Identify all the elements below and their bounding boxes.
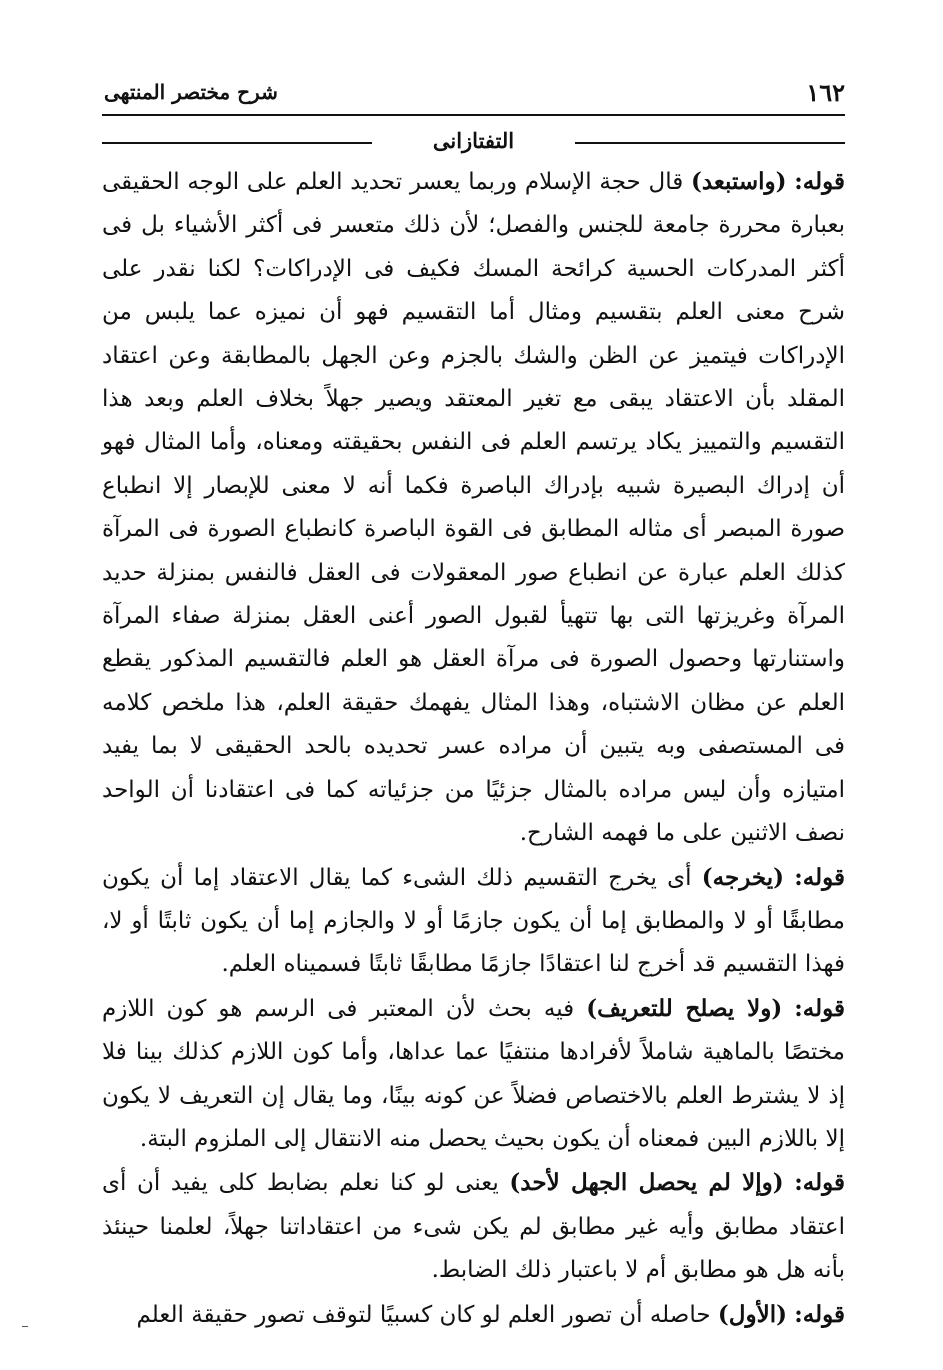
section-heading: [102, 126, 845, 156]
body-text: [102, 160, 845, 1337]
qawluhu-label: قوله:: [794, 1169, 845, 1197]
paragraph-4: [102, 1161, 845, 1292]
paragraph-text: قال حجة الإسلام وربما يعسر تحديد العلم على الوجه الحقيقى بعبارة محررة جامعة للجنس والفصل؛ لأن ذلك متعسر فى أكثر الأشياء بل فى أكثر المدركات الحسية كرائحة المسك فكيف فى الإدراكات؟ لكنا نقدر على شرح معنى العلم بتقسيم ومثال أما التقسيم فهو أن نميزه عما يلبس من الإدراكات فيتميز عن الظن والشك بالجزم وعن الجهل بالمطابقة وعن اعتقاد المقلد بأن الاعتقاد يبقى مع تغير المعتقد ويصير جهلاً بخلاف العلم وبعد هذا التقسيم والتمييز يكاد يرتسم العلم فى النفس بحقيقته ومعناه، وأما المثال فهو أن إدراك البصيرة شبيه بإدراك الباصرة فكما أنه لا معنى للإبصار إلا انطباع صورة المبصر أى مثاله المطابق فى القوة الباصرة كانطباع الصورة فى المرآة كذلك العلم عبارة عن انطباع صور المعقولات فى العقل فالنفس بمنزلة حديد المرآة وغريزتها التى بها تتهيأ لقبول الصور أعنى العقل بمنزلة صفاء المرآة واستنارتها وحصول الصورة فى مرآة العقل هو العلم فالتقسيم المذكور يقطع العلم عن مظان الاشتباه، وهذا المثال يفهمك حقيقة العلم، هذا ملخص كلامه فى المستصفى وبه يتبين أن مراده عسر تحديده بالحد الحقيقى لا بما يفيد امتيازه وأن ليس مراده بالمثال جزئيًا من جزئياته كما فى اعتقادنا أن الواحد نصف الاثنين على ما فهمه الشارح.: [102, 169, 845, 847]
commented-term: (الأول): [717, 1300, 787, 1328]
scan-mark: [22, 1326, 28, 1327]
qawluhu-label: قوله:: [794, 168, 846, 195]
commented-term: (واستبعد): [690, 168, 787, 195]
section-title: التفتازانى: [432, 128, 515, 153]
commented-term: (يخرجه): [701, 863, 785, 891]
paragraph-text: يعنى لو كنا نعلم بضابط كلى يفيد أن أى اعتقاد مطابق وأيه غير مطابق لم يكن شىء من اعتقاداتنا جهلاً، لعلمنا حينئذ بأنه هل هو مطابق أم لا باعتبار ذلك الضابط.: [102, 1170, 845, 1284]
paragraph-5: [102, 1293, 845, 1337]
section-rule-left: [102, 142, 372, 144]
running-head: [104, 78, 845, 112]
paragraph-text: أى يخرج التقسيم ذلك الشىء كما يقال الاعتقاد إما أن يكون مطابقًا أو لا والمطابق إما أن يكون جازمًا أو لا والجازم إما أن يكون ثابتًا أو لا، فهذا التقسيم قد أخرج لنا اعتقادًا جازمًا مطابقًا ثابتًا فسميناه العلم.: [102, 864, 845, 978]
qawluhu-label: قوله:: [794, 863, 845, 891]
book-title: شرح مختصر المنتهى: [104, 80, 278, 104]
qawluhu-label: قوله:: [794, 1300, 845, 1328]
paragraph-text: حاصله أن تصور العلم لو كان كسبيًا لتوقف تصور حقيقة العلم: [136, 1301, 711, 1328]
paragraph-1: [102, 160, 845, 856]
commented-term: (ولا يصلح للتعريف): [586, 994, 783, 1022]
header-rule: [102, 114, 845, 116]
paragraph-3: [102, 987, 845, 1162]
commented-term: (وإلا لم يحصل الجهل لأحد): [509, 1169, 784, 1197]
section-rule-right: [575, 142, 845, 144]
page-number: ١٦٢: [806, 78, 845, 107]
qawluhu-label: قوله:: [794, 994, 846, 1022]
paragraph-text: فيه بحث لأن المعتبر فى الرسم هو كون اللازم مختصًا بالماهية شاملاً لأفرادها منتفيًا عما عداها، وأما كون اللازم كذلك بينا فلا إذ لا يشترط العلم بالاختصاص فضلاً عن كونه بينًا، وما يقال إن التعريف لا يكون إلا باللازم البين فمعناه أن يكون بحيث يحصل منه الانتقال إلى الملزوم البتة.: [102, 995, 845, 1152]
paragraph-2: [102, 856, 845, 987]
